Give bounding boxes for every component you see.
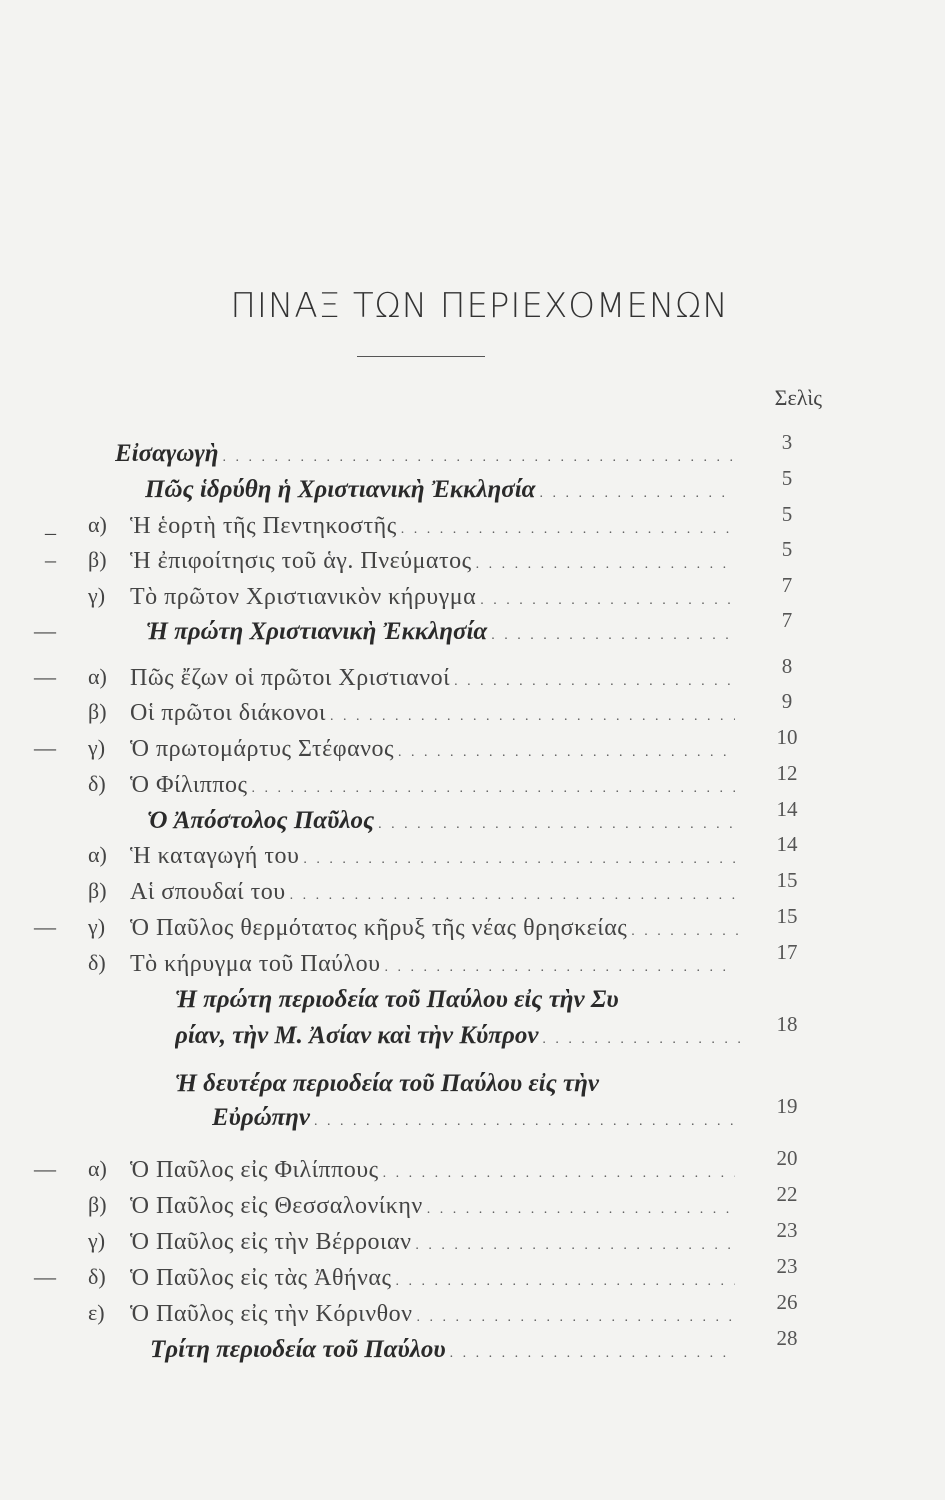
dot-leader xyxy=(415,1224,735,1264)
entry-title-line xyxy=(130,838,735,878)
entry-title: Εἰσαγωγὴ xyxy=(115,440,219,467)
entry-title-line xyxy=(130,910,740,950)
dot-leader xyxy=(542,1018,740,1058)
margin-pencil-mark: – xyxy=(45,547,56,572)
toc-entry xyxy=(0,940,945,982)
entry-title: Ὁ Παῦλος εἰς τὴν Κόρινθον xyxy=(130,1301,413,1327)
page-number: 19 xyxy=(776,1094,798,1118)
entry-title: Οἱ πρῶτοι διάκονοι xyxy=(130,700,326,726)
toc-entry xyxy=(0,1012,945,1054)
entry-title-line xyxy=(130,579,735,619)
pages-column-header: Σελὶς xyxy=(774,385,822,410)
page-number: 7 xyxy=(781,608,793,632)
entry-title-line xyxy=(130,1224,735,1264)
entry-title: Ἡ ἐπιφοίτησις τοῦ ἁγ. Πνεύματος xyxy=(130,548,472,574)
page-number: 12 xyxy=(776,761,798,785)
entry-title-line xyxy=(130,946,735,986)
entry-title-line xyxy=(115,436,735,476)
page-number: 23 xyxy=(776,1254,798,1278)
entry-title-line xyxy=(175,1066,740,1102)
entry-title-line xyxy=(130,1188,735,1228)
page-number: 22 xyxy=(776,1182,798,1206)
page-number: 14 xyxy=(776,797,798,821)
entry-title: Ὁ Φίλιππος xyxy=(130,772,248,798)
entry-title-line xyxy=(147,803,735,843)
entry-title-line xyxy=(130,767,735,807)
toc-entry xyxy=(0,1094,945,1136)
page-number: 18 xyxy=(776,1012,798,1036)
dot-leader xyxy=(395,1260,735,1300)
entry-title: Αἱ σπουδαί του xyxy=(130,879,286,905)
entry-title: Τὸ πρῶτον Χριστιανικὸν κήρυγμα xyxy=(130,584,477,610)
entry-title: Ὁ Παῦλος θερμότατος κῆρυξ τῆς νέας θρησκείας xyxy=(130,915,628,941)
page-number: 26 xyxy=(776,1290,798,1314)
entry-title: Ὁ πρωτομάρτυς Στέφανος xyxy=(130,736,395,762)
entry-enumerator: β) xyxy=(88,1192,107,1217)
entry-title: Ὁ Παῦλος εἰς τὰς Ἀθήνας xyxy=(130,1265,392,1291)
entry-enumerator: α) xyxy=(88,664,107,689)
dot-leader xyxy=(491,614,735,654)
page-number: 7 xyxy=(781,573,793,597)
entry-enumerator: γ) xyxy=(88,1228,106,1253)
page-number: 15 xyxy=(776,868,798,892)
margin-pencil-mark: — xyxy=(34,664,56,689)
margin-pencil-mark: — xyxy=(34,618,56,643)
dot-leader xyxy=(427,1188,735,1228)
entry-title-line xyxy=(175,1018,740,1058)
page-number: 5 xyxy=(781,537,793,561)
entry-enumerator: δ) xyxy=(88,950,106,975)
entry-title: Ὁ Ἀπόστολος Παῦλος xyxy=(147,807,375,834)
page-number: 14 xyxy=(776,832,798,856)
margin-pencil-mark: — xyxy=(34,1156,56,1181)
entry-title: Ἡ δευτέρα περιοδεία τοῦ Παύλου εἰς τὴν xyxy=(175,1070,599,1097)
dot-leader xyxy=(314,1100,735,1140)
entry-title: Πῶς ἔζων οἱ πρῶτοι Χριστιανοί xyxy=(130,665,451,691)
entry-enumerator: γ) xyxy=(88,583,106,608)
page-number: 8 xyxy=(781,654,793,678)
entry-enumerator: α) xyxy=(88,1156,107,1181)
dot-leader xyxy=(401,508,735,548)
entry-title: Ὁ Παῦλος εἰς Θεσσαλονίκην xyxy=(130,1193,423,1219)
entry-title-line xyxy=(145,472,735,512)
margin-pencil-mark: _ xyxy=(45,512,56,537)
entry-title-line xyxy=(130,543,735,583)
dot-leader xyxy=(383,1152,735,1192)
entry-title: Πῶς ἱδρύθη ἡ Χριστιανικὴ Ἐκκλησία xyxy=(145,476,536,503)
entry-title-line xyxy=(175,982,740,1018)
entry-title-line xyxy=(130,1296,735,1336)
entry-title-line xyxy=(130,731,735,771)
entry-enumerator: α) xyxy=(88,512,107,537)
entry-title-line xyxy=(130,660,735,700)
entry-title-line xyxy=(130,874,735,914)
entry-enumerator: α) xyxy=(88,842,107,867)
entry-title-line xyxy=(146,614,735,654)
entry-title: ρίαν, τὴν Μ. Ἀσίαν καὶ τὴν Κύπρον xyxy=(175,1022,539,1049)
dot-leader xyxy=(223,436,735,476)
entry-title: Τὸ κήρυγμα τοῦ Παύλου xyxy=(130,951,381,977)
entry-title-line xyxy=(130,695,735,735)
dot-leader xyxy=(398,731,735,771)
dot-leader xyxy=(303,838,735,878)
entry-title: Ἡ ἑορτὴ τῆς Πεντηκοστῆς xyxy=(130,513,397,539)
entry-title: Ἡ πρώτη Χριστιανικὴ Ἐκκλησία xyxy=(146,618,488,645)
page-number: 28 xyxy=(776,1326,798,1350)
entry-title: Εὐρώπην xyxy=(212,1104,310,1131)
entry-enumerator: γ) xyxy=(88,735,106,760)
entry-title: Ἡ καταγωγή του xyxy=(130,843,300,869)
entry-enumerator: β) xyxy=(88,547,107,572)
dot-leader xyxy=(540,472,736,512)
dot-leader xyxy=(416,1296,735,1336)
toc-entry xyxy=(0,1326,945,1368)
entry-enumerator: γ) xyxy=(88,914,106,939)
entry-enumerator: β) xyxy=(88,699,107,724)
entry-title-line xyxy=(130,1260,735,1300)
page-number: 15 xyxy=(776,904,798,928)
dot-leader xyxy=(378,803,735,843)
entry-enumerator: δ) xyxy=(88,1264,106,1289)
dot-leader xyxy=(476,543,735,583)
page-number: 5 xyxy=(781,502,793,526)
margin-pencil-mark: — xyxy=(34,914,56,939)
page-number: 17 xyxy=(776,940,798,964)
page-number: 23 xyxy=(776,1218,798,1242)
dot-leader xyxy=(480,579,735,619)
entry-title: Ὁ Παῦλος εἰς Φιλίππους xyxy=(130,1157,379,1183)
entry-title: Τρίτη περιοδεία τοῦ Παύλου xyxy=(150,1336,446,1363)
entry-title-line xyxy=(212,1100,735,1140)
page-number: 10 xyxy=(776,725,798,749)
entry-title: Ἡ πρώτη περιοδεία τοῦ Παύλου εἰς τὴν Συ xyxy=(175,986,619,1013)
entry-enumerator: β) xyxy=(88,878,107,903)
page-number: 9 xyxy=(781,689,793,713)
dot-leader xyxy=(290,874,735,914)
page-number: 3 xyxy=(781,430,793,454)
entry-title-line xyxy=(150,1332,735,1372)
dot-leader xyxy=(252,767,735,807)
dot-leader xyxy=(385,946,735,986)
margin-pencil-mark: — xyxy=(34,735,56,760)
dot-leader xyxy=(631,910,740,950)
entry-title-line xyxy=(130,508,735,548)
dot-leader xyxy=(330,695,735,735)
toc-entry xyxy=(0,608,945,650)
entry-title: Ὁ Παῦλος εἰς τὴν Βέρροιαν xyxy=(130,1229,412,1255)
entry-enumerator: ε) xyxy=(88,1300,105,1325)
dot-leader xyxy=(450,1332,735,1372)
entry-enumerator: δ) xyxy=(88,771,106,796)
page-number: 5 xyxy=(781,466,793,490)
page-title: ΠΙΝΑΞ ΤΩΝ ΠΕΡΙΕΧΟΜΕΝΩΝ xyxy=(230,286,729,326)
entry-title-line xyxy=(130,1152,735,1192)
page-number: 20 xyxy=(776,1146,798,1170)
margin-pencil-mark: — xyxy=(34,1264,56,1289)
dot-leader xyxy=(454,660,735,700)
